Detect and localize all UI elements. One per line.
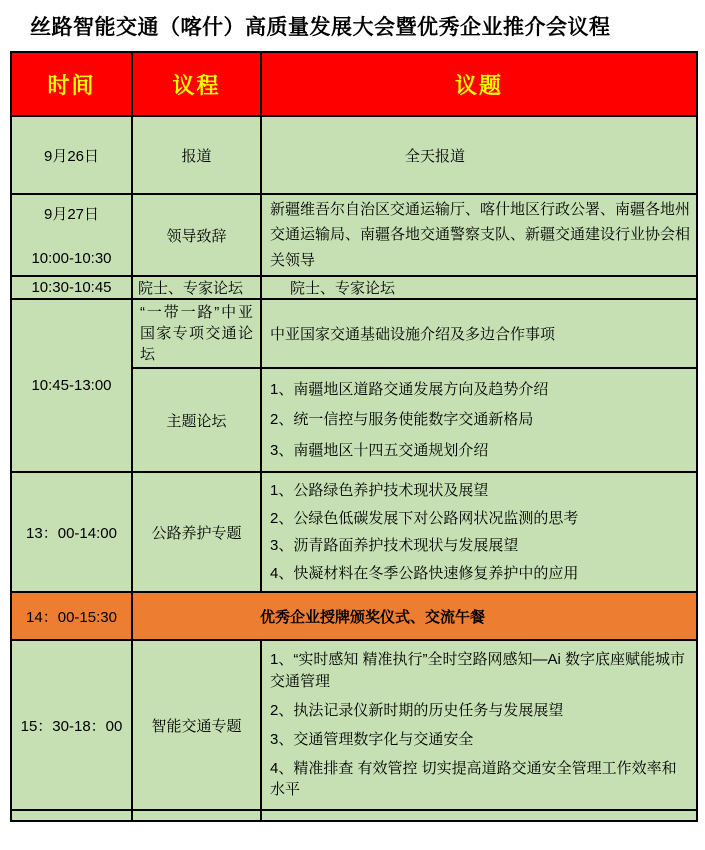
its-topics: [261, 640, 697, 810]
belt-road-agenda: “一带一路”中亚国家专项交通论坛: [132, 299, 261, 368]
opening-time-range: 10:00-10:30: [31, 250, 112, 268]
academician-time: 10:30-10:45: [11, 276, 132, 299]
row-academician-forum: [11, 276, 697, 299]
page-title: 丝路智能交通（喀什）高质量发展大会暨优秀企业推介会议程: [30, 16, 611, 39]
its-topic-item: 1、“实时感知 精准执行”全时空路网感知—Ai 数字底座赋能城市交通管理: [270, 651, 686, 691]
registration-agenda: 报道: [132, 116, 261, 194]
empty-cell: [261, 810, 697, 821]
row-intelligent-transport: [11, 640, 697, 810]
maintenance-topic-item: 3、沥青路面养护技术现状与发展展望: [270, 537, 519, 555]
agenda-table: [10, 51, 698, 822]
row-belt-road-forum: [11, 299, 697, 368]
award-time: 14：00-15:30: [11, 592, 132, 640]
empty-cell: [132, 810, 261, 821]
maintenance-topic-item: 2、公绿色低碳发展下对公路网状况监测的思考: [270, 509, 579, 527]
academician-agenda: 院士、专家论坛: [132, 276, 261, 299]
maintenance-topic-item: 4、快凝材料在冬季公路快速修复养护中的应用: [270, 564, 579, 582]
row-opening: [11, 194, 697, 276]
opening-topic: 新疆维吾尔自治区交通运输厅、喀什地区行政公署、南疆各地州交通运输局、南疆各地交通警察支队、新疆交通建设行业协会相关领导: [261, 194, 697, 276]
opening-agenda: 领导致辞: [132, 194, 261, 276]
maintenance-topic-item: 1、公路绿色养护技术现状及展望: [270, 482, 489, 500]
row-award-lunch: [11, 592, 697, 640]
keynote-topic-item: 3、南疆地区十四五交通规划介绍: [270, 441, 489, 459]
opening-date: 9月27日: [43, 206, 100, 224]
registration-topic: 全天报道: [261, 116, 697, 194]
row-registration: [11, 116, 697, 194]
award-topic: 优秀企业授牌颁奖仪式、交流午餐: [132, 592, 697, 640]
header-row: [11, 52, 697, 116]
midday-time: 10:45-13:00: [11, 299, 132, 472]
keynote-topics: [261, 368, 697, 472]
maintenance-agenda: 公路养护专题: [132, 472, 261, 592]
academician-topic: 院士、专家论坛: [261, 276, 697, 299]
col-header-time: 时间: [11, 52, 132, 116]
maintenance-time: 13：00-14:00: [11, 472, 132, 592]
belt-road-topic: 中亚国家交通基础设施介绍及多边合作事项: [261, 299, 697, 368]
col-header-agenda: 议程: [132, 52, 261, 116]
document-page: [0, 14, 705, 822]
empty-cell: [11, 810, 132, 821]
col-header-topic: 议题: [261, 52, 697, 116]
its-topic-item: 3、交通管理数字化与交通安全: [270, 730, 474, 748]
keynote-topic-item: 1、南疆地区道路交通发展方向及趋势介绍: [270, 380, 549, 398]
registration-time: 9月26日: [11, 116, 132, 194]
its-topic-item: 2、执法记录仪新时期的历史任务与发展展望: [270, 701, 564, 719]
its-agenda: 智能交通专题: [132, 640, 261, 810]
keynote-topic-item: 2、统一信控与服务使能数字交通新格局: [270, 411, 534, 429]
row-road-maintenance: [11, 472, 697, 592]
its-topic-item: 4、精准排查 有效管控 切实提高道路交通安全管理工作效率和水平: [270, 759, 677, 799]
opening-time: [11, 194, 132, 276]
maintenance-topics: [261, 472, 697, 592]
its-time: 15：30-18：00: [11, 640, 132, 810]
keynote-agenda: 主题论坛: [132, 368, 261, 472]
row-empty: [11, 810, 697, 821]
